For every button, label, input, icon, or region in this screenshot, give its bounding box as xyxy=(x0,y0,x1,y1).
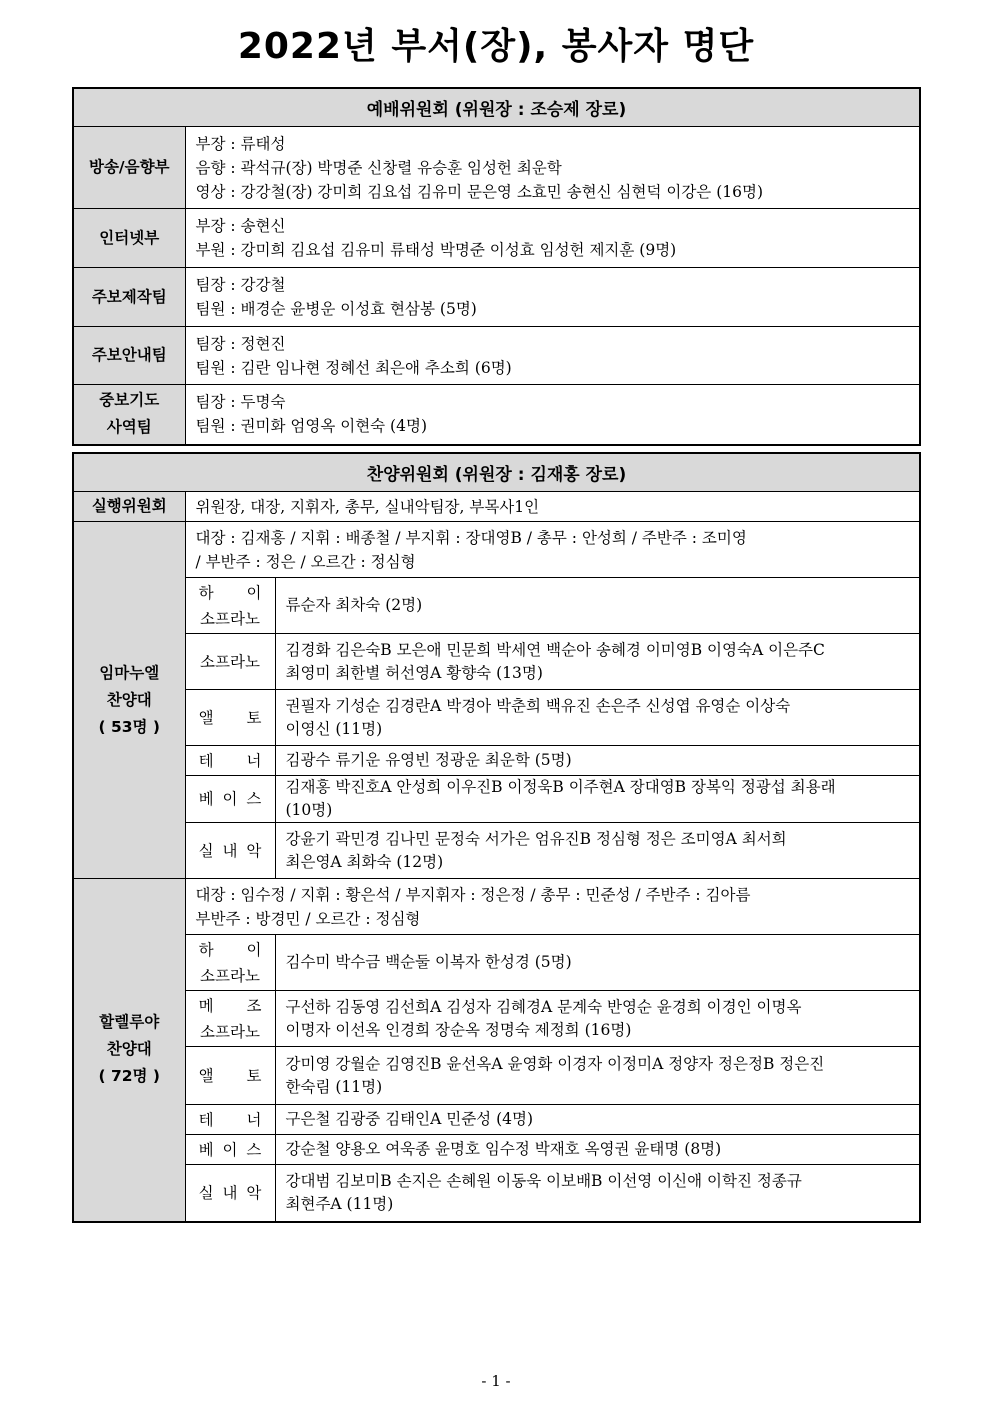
part-label xyxy=(185,634,275,690)
member-line: 김광수 류기운 유영빈 정광운 최운학 (5명) xyxy=(285,751,572,769)
part-label-line: 베 이 스 xyxy=(198,790,262,808)
member-line: 강대범 김보미B 손지은 손혜원 이동욱 이보배B 이선영 이신애 이학진 정종규 xyxy=(285,1171,802,1190)
choir-part-row xyxy=(73,690,920,746)
part-members xyxy=(275,1165,920,1222)
exec-committee-label: 실행위원회 xyxy=(73,492,185,522)
part-label-line: 앨 토 xyxy=(198,708,262,727)
choir-name-line: ( 53명 ) xyxy=(98,717,160,736)
department-members xyxy=(185,127,920,209)
member-line: 강순철 양용오 여욱종 윤명호 임수정 박재호 옥영권 윤태명 (8명) xyxy=(285,1140,722,1158)
worship-committee-header: 예배위원회 (위원장 : 조승제 장로) xyxy=(73,88,920,127)
leader-line: 부반주 : 방경민 / 오르간 : 정심형 xyxy=(195,909,421,928)
choir-name-line: 찬양대 xyxy=(106,1040,152,1059)
part-label-line: 소프라노 xyxy=(200,609,260,628)
member-line: 팀원 : 권미화 엄영옥 이현숙 (4명) xyxy=(195,417,427,436)
member-line: 이명자 이선옥 인경희 장순옥 정명숙 제정희 (16명) xyxy=(285,1020,632,1039)
part-label-line: 소프라노 xyxy=(200,966,260,985)
member-line: (10명) xyxy=(285,801,333,819)
department-label: 주보안내팀 xyxy=(73,327,185,385)
member-line: 팀장 : 두명숙 xyxy=(195,393,286,412)
department-label-line: 중보기도 xyxy=(99,391,160,410)
leader-line: 대장 : 임수정 / 지휘 : 황은석 / 부지휘자 : 정은정 / 총무 : 민준성 / 주반주 : 김아름 xyxy=(195,885,751,904)
part-members xyxy=(275,690,920,746)
part-label xyxy=(185,690,275,746)
part-label xyxy=(185,1105,275,1135)
part-members xyxy=(275,1047,920,1105)
worship-row xyxy=(73,385,920,445)
member-line: 부원 : 강미희 김요섭 김유미 류태성 박명준 이성효 임성헌 제지훈 (9명) xyxy=(195,241,677,259)
choir-leaders xyxy=(185,879,920,935)
part-members xyxy=(275,1105,920,1135)
part-label-line: 하 이 xyxy=(198,940,262,959)
choir-leaders xyxy=(185,522,920,578)
part-label xyxy=(185,746,275,776)
department-members xyxy=(185,209,920,268)
part-label-line: 실 내 악 xyxy=(198,841,262,860)
choir-name xyxy=(73,879,185,1222)
part-label-line: 소프라노 xyxy=(200,1022,260,1041)
worship-row xyxy=(73,327,920,385)
part-members xyxy=(275,991,920,1047)
choir-part-row xyxy=(73,776,920,823)
member-line: 강윤기 곽민경 김나민 문정숙 서가은 엄유진B 정심형 정은 조미영A 최서희 xyxy=(285,829,787,848)
member-line: 부장 : 송현신 xyxy=(195,217,286,235)
part-label xyxy=(185,935,275,991)
part-label xyxy=(185,991,275,1047)
choir-part-row xyxy=(73,991,920,1047)
part-members xyxy=(275,776,920,823)
department-label: 인터넷부 xyxy=(73,209,185,268)
part-label xyxy=(185,823,275,879)
member-line: 권필자 기성순 김경란A 박경아 박춘희 백유진 손은주 신성엽 유영순 이상숙 xyxy=(285,696,791,715)
choir-leaders-row xyxy=(73,522,920,578)
member-line: 영상 : 강강철(장) 강미희 김요섭 김유미 문은영 소효민 송현신 심현덕 이강은 (16명) xyxy=(195,182,763,201)
part-label-line: 테 너 xyxy=(198,1110,262,1129)
choir-name-line: 찬양대 xyxy=(106,690,152,709)
member-line: 김경화 김은숙B 모은애 민문희 박세연 백순아 송혜경 이미영B 이영숙A 이은주C xyxy=(285,640,825,659)
choir-leaders-row xyxy=(73,879,920,935)
member-line: 이영신 (11명) xyxy=(285,719,383,738)
worship-committee-table xyxy=(72,87,921,446)
part-label-line: 메 조 xyxy=(198,996,262,1015)
member-line: 한숙림 (11명) xyxy=(285,1077,383,1096)
page-number: - 1 - xyxy=(481,1372,511,1390)
part-members xyxy=(275,746,920,776)
choir-name-line: 임마누엘 xyxy=(99,663,160,682)
member-line: 음향 : 곽석규(장) 박명준 신창렬 유승훈 임성헌 최운학 xyxy=(195,158,562,177)
part-label-line: 앨 토 xyxy=(198,1066,262,1085)
praise-committee-header: 찬양위원회 (위원장 : 김재홍 장로) xyxy=(73,453,920,492)
page-title: 2022년 부서(장), 봉사자 명단 xyxy=(237,26,755,67)
part-members xyxy=(275,823,920,879)
department-members xyxy=(185,268,920,327)
choir-part-row xyxy=(73,935,920,991)
member-line: 최영미 최한별 허선영A 황향숙 (13명) xyxy=(285,663,543,682)
member-line: 구선하 김동영 김선희A 김성자 김혜경A 문계숙 반영순 윤경희 이경인 이명옥 xyxy=(285,997,802,1016)
part-members xyxy=(275,578,920,634)
department-members xyxy=(185,327,920,385)
part-label-line: 소프라노 xyxy=(200,652,260,671)
member-line: 팀장 : 정현진 xyxy=(195,334,286,353)
leader-line: 대장 : 김재홍 / 지휘 : 배종철 / 부지휘 : 장대영B / 총무 : 안성희 / 주반주 : 조미영 xyxy=(195,528,747,547)
part-label xyxy=(185,776,275,823)
department-label: 방송/음향부 xyxy=(73,127,185,209)
part-label xyxy=(185,1047,275,1105)
leader-line: / 부반주 : 정은 / 오르간 : 정심형 xyxy=(195,552,416,571)
member-line: 팀장 : 강강철 xyxy=(195,276,286,294)
department-label: 주보제작팀 xyxy=(73,268,185,327)
member-line: 부장 : 류태성 xyxy=(195,134,286,153)
member-line: 강미영 강월순 김영진B 윤선옥A 윤영화 이경자 이정미A 정양자 정은정B 정은진 xyxy=(285,1054,825,1073)
choir-name xyxy=(73,522,185,879)
member-line: 팀원 : 배경순 윤병운 이성효 현삼봉 (5명) xyxy=(195,300,477,318)
part-members xyxy=(275,634,920,690)
part-label xyxy=(185,1135,275,1165)
department-label xyxy=(73,385,185,445)
choir-part-row xyxy=(73,1165,920,1222)
choir-part-row xyxy=(73,1105,920,1135)
praise-committee-table xyxy=(72,452,921,1223)
choir-part-row xyxy=(73,1047,920,1105)
member-line: 최은영A 최화숙 (12명) xyxy=(285,852,444,871)
part-label-line: 실 내 악 xyxy=(198,1183,262,1202)
choir-name-line: 할렐루야 xyxy=(99,1013,160,1032)
part-label-line: 하 이 xyxy=(198,583,262,602)
part-label xyxy=(185,578,275,634)
member-line: 구은철 김광중 김태인A 민준성 (4명) xyxy=(285,1110,534,1128)
department-members xyxy=(185,385,920,445)
part-label-line: 테 너 xyxy=(198,751,262,770)
worship-row xyxy=(73,127,920,209)
choir-part-row xyxy=(73,823,920,879)
choir-part-row xyxy=(73,578,920,634)
member-line: 류순자 최차숙 (2명) xyxy=(285,596,423,614)
choir-part-row xyxy=(73,634,920,690)
part-label xyxy=(185,1165,275,1222)
part-members xyxy=(275,935,920,991)
part-label-line: 베 이 스 xyxy=(198,1140,262,1159)
department-label-line: 사역팀 xyxy=(106,418,152,437)
member-line: 김수미 박수금 백순둘 이복자 한성경 (5명) xyxy=(285,953,572,971)
choir-name-line: ( 72명 ) xyxy=(98,1067,160,1086)
member-line: 김재홍 박진호A 안성희 이우진B 이정욱B 이주현A 장대영B 장복익 정광섭 최용래 xyxy=(285,778,836,796)
exec-committee-text: 위원장, 대장, 지휘자, 총무, 실내악팀장, 부목사1인 xyxy=(185,492,920,522)
member-line: 최현주A (11명) xyxy=(285,1194,394,1213)
worship-row xyxy=(73,268,920,327)
member-line: 팀원 : 김란 임나현 정혜선 최은애 추소희 (6명) xyxy=(195,358,512,377)
choir-part-row xyxy=(73,1135,920,1165)
part-members xyxy=(275,1135,920,1165)
choir-part-row xyxy=(73,746,920,776)
worship-row xyxy=(73,209,920,268)
